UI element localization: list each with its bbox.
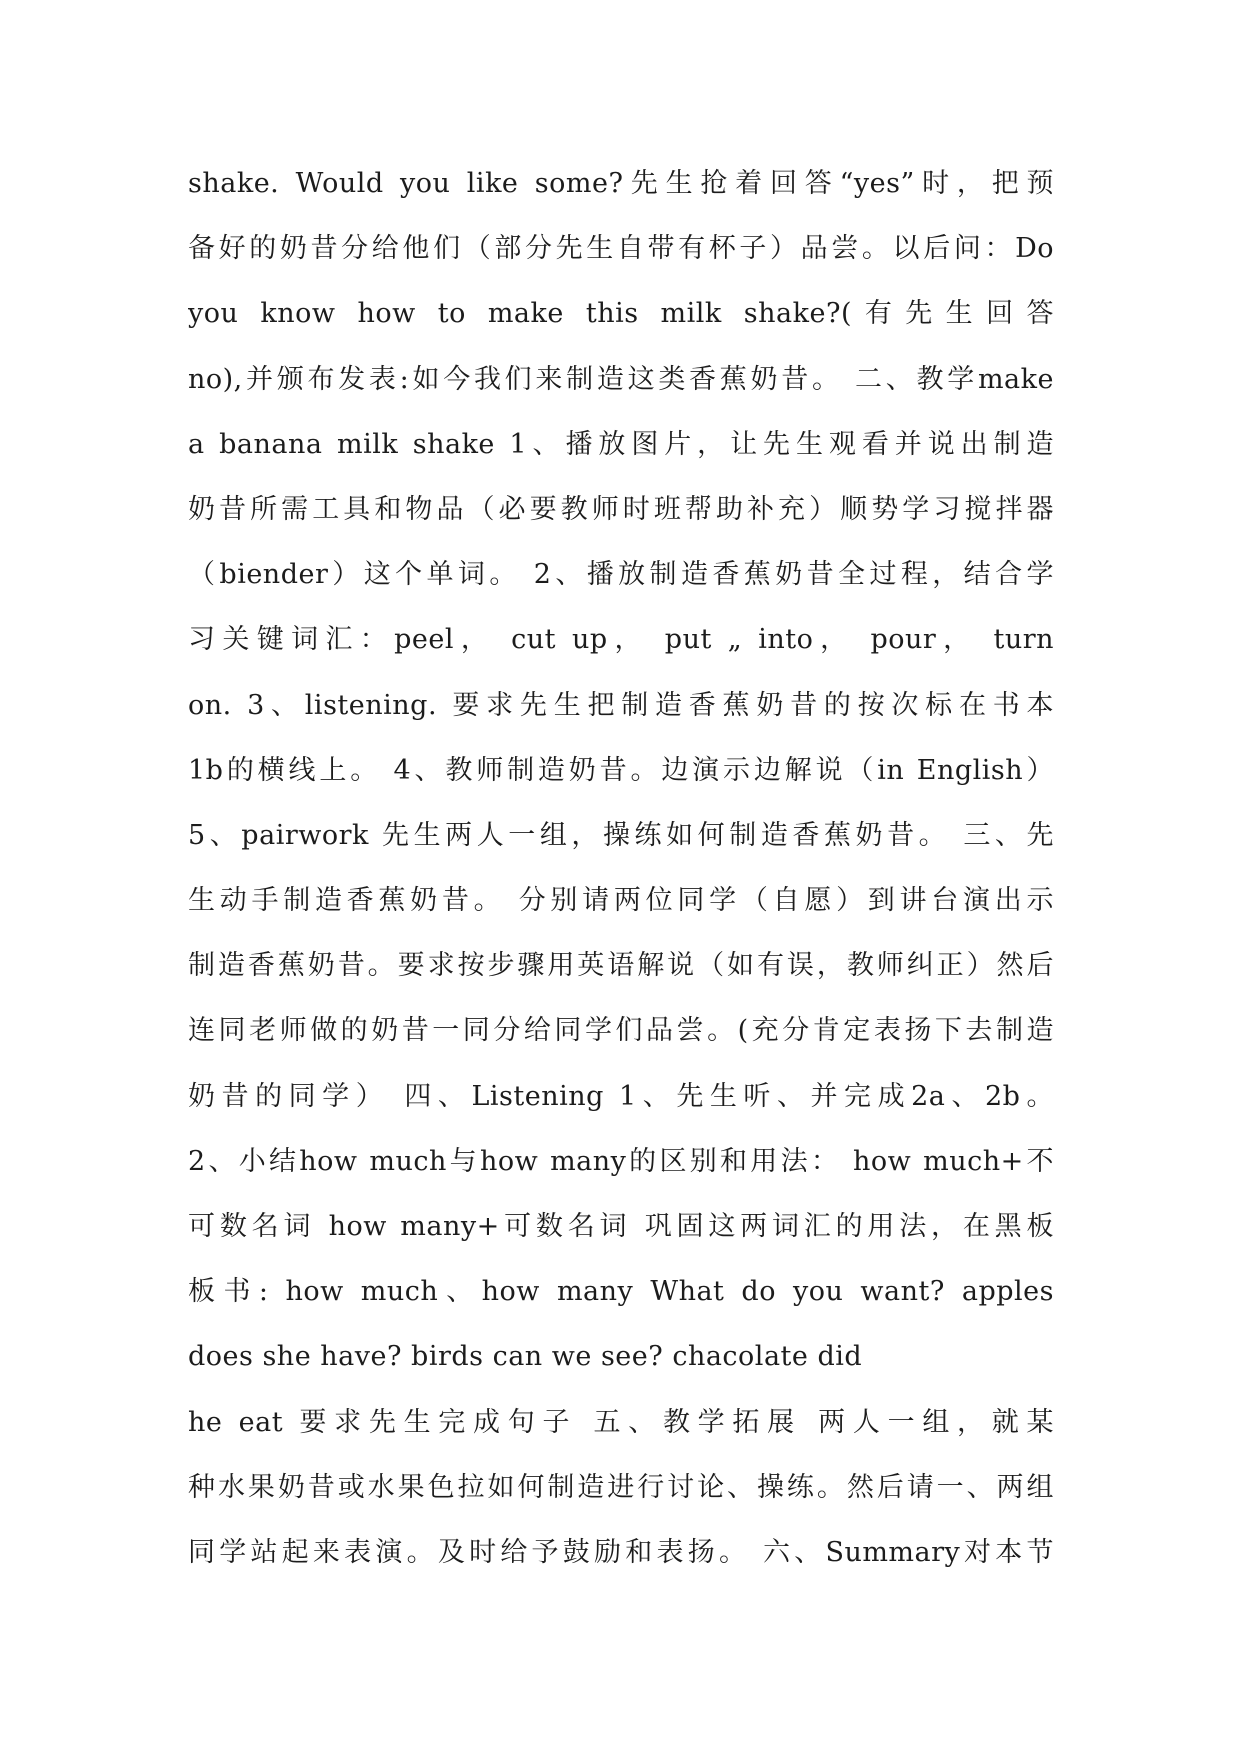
text-line: a banana milk shake 1、播放图片，让先生观看并说出制造 [188, 428, 1054, 460]
text-line: 生动手制造香蕉奶昔。 分别请两位同学（自愿）到讲台演出示 [188, 885, 1054, 917]
text-line: 同学站起来表演。及时给予鼓励和表扬。 六、Summary对本节 [188, 1536, 1054, 1568]
text-line: 奶昔的同学） 四、Listening 1、先生听、并完成2a、2b。 [188, 1080, 1054, 1112]
body-text [188, 160, 1054, 1594]
text-line: he eat 要求先生完成句子 五、教学拓展 两人一组，就某 [188, 1406, 1054, 1438]
text-line: on. 3、listening. 要求先生把制造香蕉奶昔的按次标在书本 [188, 689, 1054, 721]
text-line: 制造香蕉奶昔。要求按步骤用英语解说（如有误，教师纠正）然后 [188, 950, 1054, 982]
text-line: does she have? birds can we see? chacolate did [188, 1341, 863, 1373]
text-line: 板书: how much、how many What do you want? apples [188, 1276, 1054, 1308]
text-line: you know how to make this milk shake?(有先生回答 [188, 298, 1054, 330]
text-line: 种水果奶昔或水果色拉如何制造进行讨论、操练。然后请一、两组 [188, 1471, 1054, 1503]
text-line: no),并颁布发表:如今我们来制造这类香蕉奶昔。 二、教学make [188, 363, 1054, 395]
text-line: （biender）这个单词。 2、播放制造香蕉奶昔全过程，结合学 [188, 559, 1054, 591]
text-line: 1b的横线上。 4、教师制造奶昔。边演示边解说（in English） [188, 754, 1054, 786]
text-line: 2、小结how much与how many的区别和用法： how much+不 [188, 1145, 1054, 1177]
text-line: 备好的奶昔分给他们（部分先生自带有杯子）品尝。以后问：Do [188, 233, 1054, 265]
text-line: 可数名词 how many+可数名词 巩固这两词汇的用法，在黑板 [188, 1211, 1054, 1242]
text-line: 奶昔所需工具和物品（必要教师时班帮助补充）顺势学习搅拌器 [188, 493, 1054, 525]
text-line: 5、pairwork 先生两人一组，操练如何制造香蕉奶昔。 三、先 [188, 819, 1054, 851]
text-line: 连同老师做的奶昔一同分给同学们品尝。(充分肯定表扬下去制造 [188, 1015, 1054, 1047]
text-line: 习关键词汇：peel， cut up， put „ into， pour， turn [188, 624, 1054, 656]
text-line: shake. Would you like some?先生抢着回答“yes”时，把预 [188, 168, 1054, 199]
